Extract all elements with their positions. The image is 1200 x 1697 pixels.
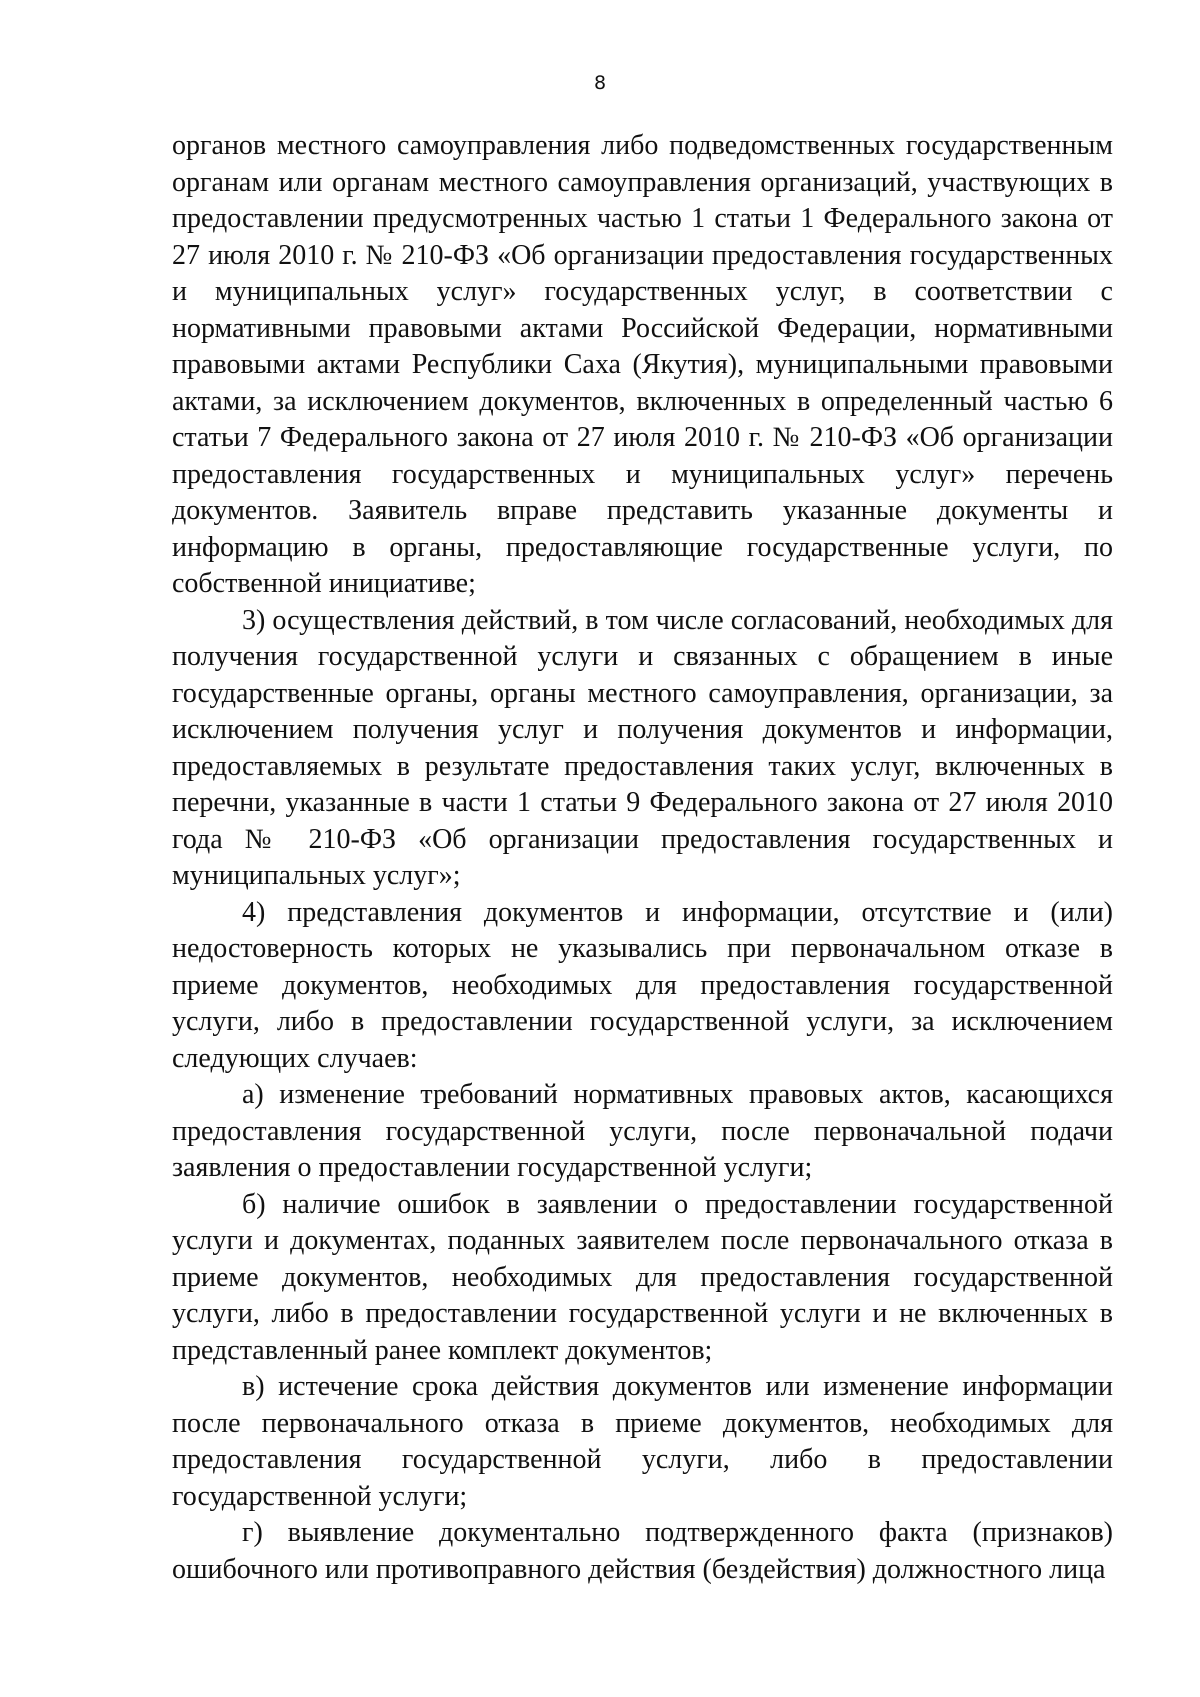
paragraph-subitem-g: г) выявление документально подтвержденного факта (признаков) ошибочного или противоправного действия (бездействия) должностного лица <box>172 1517 1113 1585</box>
paragraph-continuation: органов местного самоуправления либо подведомственных государственным органам или органам местного самоуправления организаций, участвующих в предоставлении предусмотренных частью 1 статьи 1 Федерального закона от 27 июля 2010 г. № 210-ФЗ «Об организации предоставления государственных и муниципальных услуг» государственных услуг, в соответствии с нормативными правовыми актами Российской Федерации, нормативными правовыми актами Республики Саха (Якутия), муниципальными правовыми актами, за исключением документов, включенных в определенный частью 6 статьи 7 Федерального закона от 27 июля 2010 г. № 210-ФЗ «Об организации предоставления государственных и муниципальных услуг» перечень документов. Заявитель вправе представить указанные документы и информацию в органы, предоставляющие государственные услуги, по собственной инициативе; <box>172 130 1113 599</box>
page-number: 8 <box>593 72 607 94</box>
paragraph-subitem-v: в) истечение срока действия документов или изменение информации после первоначального отказа в приеме документов, необходимых для предоставления государственной услуги, либо в предоставлении государственной услуги; <box>172 1371 1113 1512</box>
document-body <box>172 128 1113 1588</box>
paragraph-subitem-a: а) изменение требований нормативных правовых актов, касающихся предоставления государственной услуги, после первоначальной подачи заявления о предоставлении государственной услуги; <box>172 1079 1113 1183</box>
paragraph-subitem-b: б) наличие ошибок в заявлении о предоставлении государственной услуги и документах, поданных заявителем после первоначального отказа в приеме документов, необходимых для предоставления государственной услуги, либо в предоставлении государственной услуги и не включенных в представленный ранее комплект документов; <box>172 1188 1113 1366</box>
paragraph-item-4: 4) представления документов и информации, отсутствие и (или) недостоверность которых не указывались при первоначальном отказе в приеме документов, необходимых для предоставления государственной услуги, либо в предоставлении государственной услуги, за исключением следующих случаев: <box>172 896 1113 1074</box>
paragraph-item-3: 3) осуществления действий, в том числе согласований, необходимых для получения государственной услуги и связанных с обращением в иные государственные органы, органы местного самоуправления, организации, за исключением получения услуг и получения документов и информации, предоставляемых в результате предоставления таких услуг, включенных в перечни, указанные в части 1 статьи 9 Федерального закона от 27 июля 2010 года № 210-ФЗ «Об организации предоставления государственных и муниципальных услуг»; <box>172 604 1113 891</box>
